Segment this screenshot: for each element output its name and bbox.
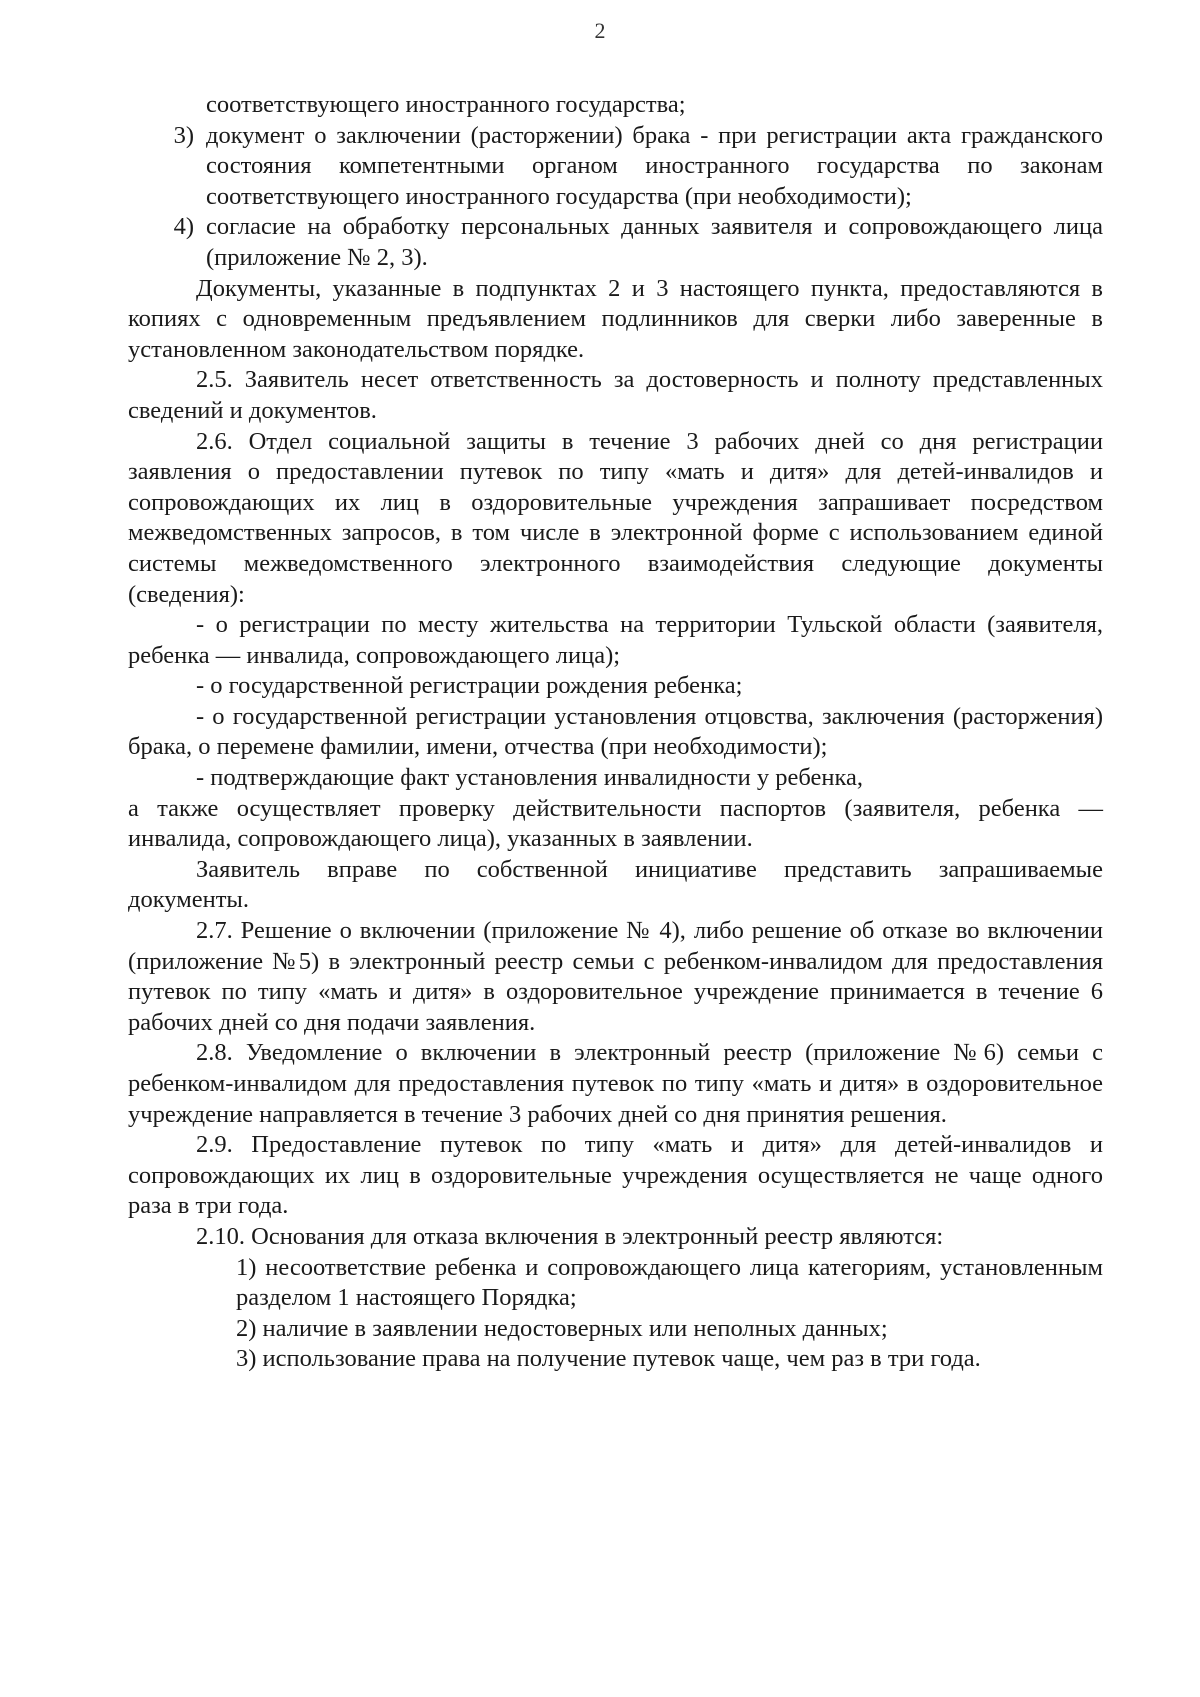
paragraph-documents-note: Документы, указанные в подпунктах 2 и 3 настоящего пункта, предоставляются в копиях с одновременным предъявлением подлинников для сверки либо заверенные в установленном законодательством порядке. bbox=[128, 274, 1103, 363]
list-item-number: 4) bbox=[173, 213, 194, 241]
list-item-3 bbox=[128, 121, 1103, 213]
paragraph-2-6: 2.6. Отдел социальной защиты в течение 3 рабочих дней со дня регистрации заявления о предоставлении путевок по типу «мать и дитя» для детей-инвалидов и сопровождающих их лиц в оздоровительные учреждения запрашивает посредством межведомственных запросов, в том числе в электронной форме с использованием единой системы межведомственного электронного взаимодействия следующие документы (сведения): bbox=[128, 427, 1103, 608]
dash-item-residence: - о регистрации по месту жительства на территории Тульской области (заявителя, ребенка — инвалида, сопровождающего лица); bbox=[128, 611, 1103, 669]
list-item-4 bbox=[128, 212, 1103, 273]
list-item-text: документ о заключении (расторжении) брака - при регистрации акта гражданского состояния компетентными органом иностранного государства по законам соответствующего иностранного государства (при необходимости); bbox=[206, 121, 1103, 210]
refusal-reason-3: 3) использование права на получение путевок чаще, чем раз в три года. bbox=[236, 1345, 981, 1373]
refusal-reason-2: 2) наличие в заявлении недостоверных или неполных данных; bbox=[236, 1314, 888, 1342]
dash-item-birth: - о государственной регистрации рождения ребенка; bbox=[196, 672, 743, 700]
paragraph-continuation: соответствующего иностранного государства; bbox=[206, 91, 686, 118]
paragraph-2-7: 2.7. Решение о включении (приложение № 4), либо решение об отказе во включении (приложение №5) в электронный реестр семьи с ребенком-инвалидом для предоставления путевок по типу «мать и дитя» в оздоровительное учреждение принимается в течение 6 рабочих дней со дня подачи заявления. bbox=[128, 917, 1103, 1036]
paragraph-2-9: 2.9. Предоставление путевок по типу «мать и дитя» для детей-инвалидов и сопровождающих их лиц в оздоровительные учреждения осуществляется не чаще одного раза в три года. bbox=[128, 1131, 1103, 1220]
list-item-text: согласие на обработку персональных данных заявителя и сопровождающего лица (приложение № 2, 3). bbox=[206, 213, 1103, 271]
paragraph-2-10: 2.10. Основания для отказа включения в электронный реестр являются: bbox=[196, 1222, 944, 1250]
list-item-number: 3) bbox=[173, 121, 194, 149]
paragraph-passport-check: а также осуществляет проверку действительности паспортов (заявителя, ребенка — инвалида, сопровождающего лица), указанных в заявлении. bbox=[128, 794, 1103, 853]
page-number: 2 bbox=[594, 18, 606, 43]
paragraph-applicant-right: Заявитель вправе по собственной инициативе представить запрашиваемые документы. bbox=[128, 855, 1103, 914]
paragraph-2-8: 2.8. Уведомление о включении в электронный реестр (приложение №6) семьи с ребенком-инвалидом для предоставления путевок по типу «мать и дитя» в оздоровительное учреждение направляется в течение 3 рабочих дней со дня принятия решения. bbox=[128, 1039, 1103, 1128]
refusal-reason-1: 1) несоответствие ребенка и сопровождающего лица категориям, установленным разделом 1 настоящего Порядка; bbox=[236, 1253, 1103, 1312]
document-body bbox=[128, 90, 1103, 1375]
dash-item-disability: - подтверждающие факт установления инвалидности у ребенка, bbox=[196, 764, 864, 792]
paragraph-2-5: 2.5. Заявитель несет ответственность за достоверность и полноту представленных сведений и документов. bbox=[128, 366, 1103, 424]
dash-item-paternity: - о государственной регистрации установления отцовства, заключения (расторжения) брака, о перемене фамилии, имени, отчества (при необходимости); bbox=[128, 702, 1103, 761]
